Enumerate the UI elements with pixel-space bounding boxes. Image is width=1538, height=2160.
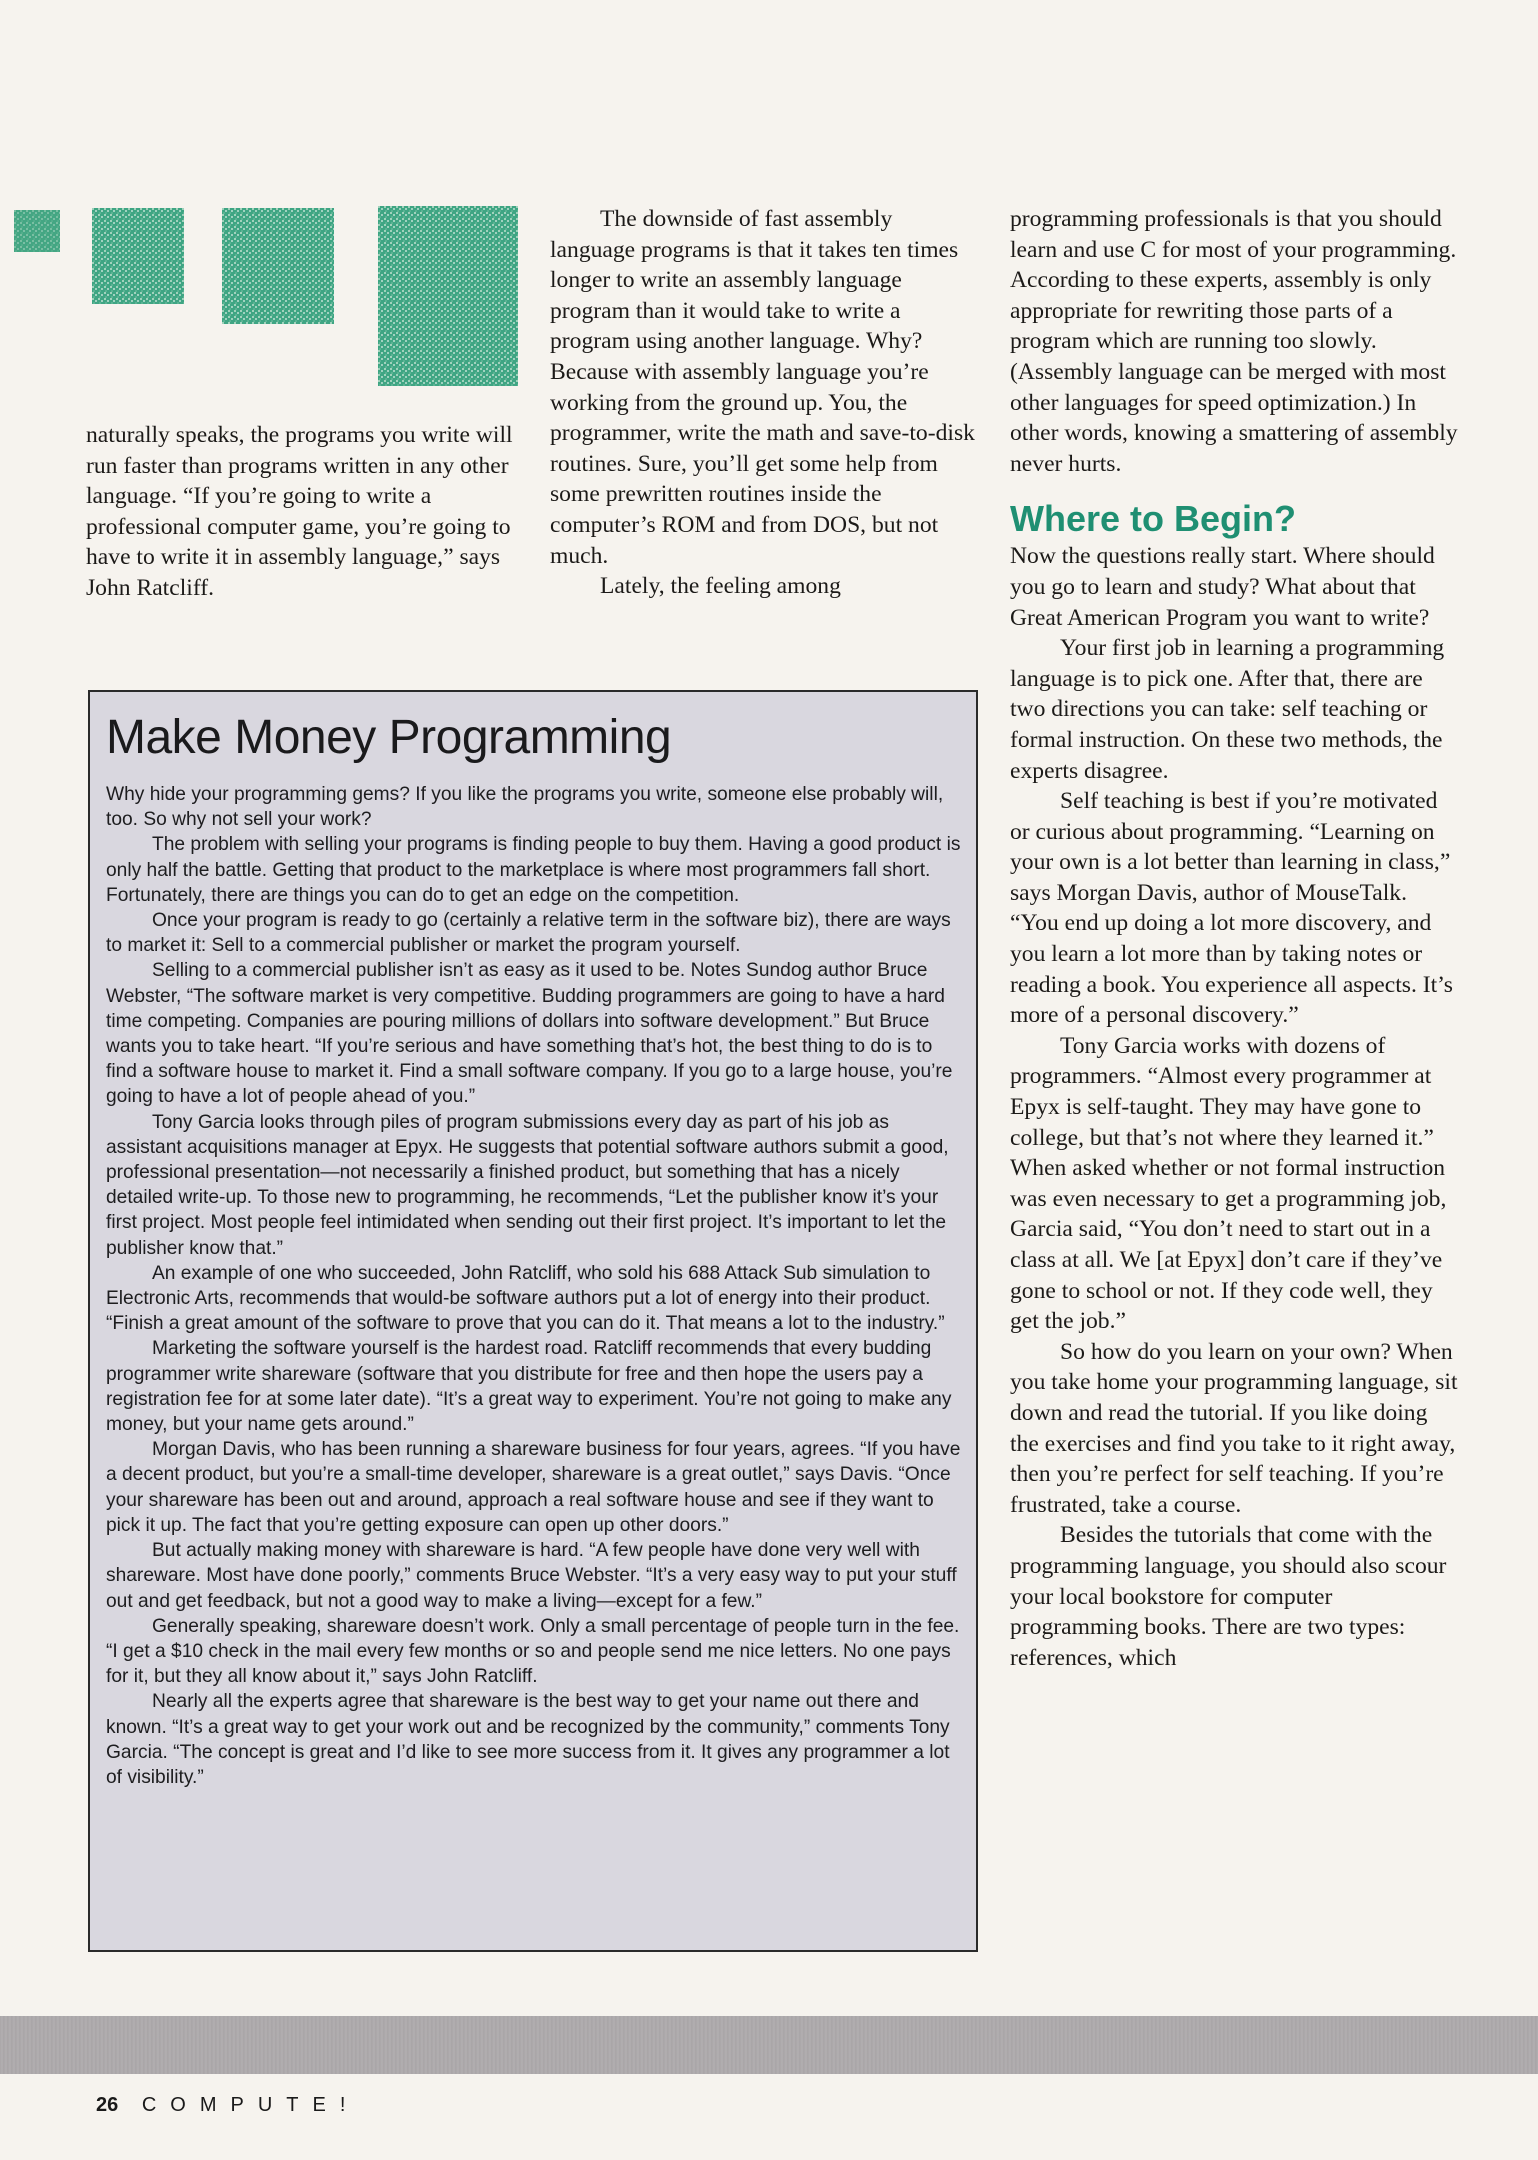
- column-1-paragraph: naturally speaks, the programs you write will run faster than programs written in any other language. “If you’re going to write a professional computer game, you’re going to have to write it in assembly language,” says John Ratcliff.: [86, 422, 513, 601]
- sidebar-paragraph: Why hide your programming gems? If you like the programs you write, someone else probably will, too. So why not sell your work?: [106, 784, 944, 831]
- sidebar-paragraph: Tony Garcia looks through piles of program submissions every day as part of his job as assistant acquisitions manager at Epyx. He suggests that potential software authors submit a good, professional presentation—not necessarily a finished product, but something that has a nicely detailed write-up. To those new to programming, he recommends, “Let the publisher know it’s your first project. Most people feel intimidated when sending out their first project. It’s important to let the publisher know that.”: [106, 1111, 949, 1259]
- sidebar-paragraph: But actually making money with shareware is hard. “A few people have done very well with shareware. Most have done poorly,” comments Bruce Webster. “It’s a very easy way to put your stuff out and get feedback, but not a good way to make a living—except for a few.”: [106, 1540, 957, 1612]
- column-3-paragraph: Tony Garcia works with dozens of programmers. “Almost every programmer at Epyx is self-taught. They may have gone to college, but that’s not where they learned it.” When asked whether or not formal instruction was even necessary to get a programming job, Garcia said, “You don’t need to start out in a class at all. We [at Epyx] don’t care if they’ve gone to school or not. If they code well, they get the job.”: [1010, 1032, 1447, 1335]
- sidebar-paragraph: An example of one who succeeded, John Ratcliff, who sold his 688 Attack Sub simulation to Electronic Arts, recommends that would-be software authors put a lot of energy into their product. “Finish a great amount of the software to prove that you can do it. That means a lot to the industry.”: [106, 1262, 945, 1335]
- column-3-paragraph: Now the questions really start. Where should you go to learn and study? What about that Great American Program you want to write?: [1010, 543, 1435, 631]
- sidebar-paragraph: Once your program is ready to go (certainly a relative term in the software biz), there are ways to market it: Sell to a commercial publisher or market the program yourself.: [106, 910, 951, 957]
- column-3: [1010, 204, 1460, 1673]
- column-3-intro: programming professionals is that you should learn and use C for most of your programming. According to these experts, assembly is only appropriate for rewriting those parts of a program which are running too slowly. (Assembly language can be merged with most other languages for speed optimization.) In other words, knowing a smattering of assembly never hurts.: [1010, 206, 1458, 477]
- sidebar-paragraph: Nearly all the experts agree that shareware is the best way to get your name out there and known. “It’s a great way to get your work out and be recognized by the community,” comments Tony Garcia. “The concept is great and I’d like to see more success from it. It gives any programmer a lot of visibility.”: [106, 1691, 950, 1788]
- sidebar-paragraph: Selling to a commercial publisher isn’t as easy as it used to be. Notes Sundog author Bruce Webster, “The software market is very competitive. Budding programmers are going to have a hard time competing. Companies are pouring millions of dollars into software development.” But Bruce wants you to take heart. “If you’re serious and have something that’s hot, the best thing to do is to find a software house to market it. Find a small software company. If you go to a large house, you’re going to have a lot of people ahead of you.”: [106, 960, 953, 1108]
- decorative-square-1: [14, 210, 60, 252]
- sidebar-paragraph: The problem with selling your programs is finding people to buy them. Having a good product is only half the battle. Getting that product to the marketplace is where most programmers fall short. Fortunately, there are things you can do to get an edge on the competition.: [106, 834, 961, 906]
- column-2: [550, 204, 978, 602]
- column-2-paragraph: The downside of fast assembly language programs is that it takes ten times longer to write an assembly language program than it would take to write a program using another language. Why? Because with assembly language you’re working from the ground up. You, the programmer, write the math and save-to-disk routines. Sure, you’ll get some help from some prewritten routines inside the computer’s ROM and from DOS, but not much.: [550, 206, 975, 569]
- page-footer: [96, 2094, 359, 2117]
- sidebar-box: [88, 690, 978, 1952]
- page-number: 26: [96, 2094, 119, 2116]
- column-3-paragraph: Besides the tutorials that come with the programming language, you should also scour your local bookstore for computer programming books. There are two types: references, which: [1010, 1522, 1447, 1671]
- sidebar-paragraph: Morgan Davis, who has been running a shareware business for four years, agrees. “If you have a decent product, but you’re a small-time developer, shareware is a great outlet,” says Davis. “Once your shareware has been out and around, approach a real software house and see if they want to pick it up. The fact that you’re getting exposure can open up other doors.”: [106, 1439, 961, 1536]
- column-3-paragraph: Your first job in learning a programming language is to pick one. After that, there are two directions you can take: self teaching or formal instruction. On these two methods, the experts disagree.: [1010, 635, 1445, 784]
- decorative-square-3: [222, 208, 334, 324]
- sidebar-paragraph: Generally speaking, shareware doesn’t work. Only a small percentage of people turn in the fee. “I get a $10 check in the mail every few months or so and people send me nice letters. No one pays for it, but they all know about it,” says John Ratcliff.: [106, 1615, 960, 1688]
- column-2-paragraph: Lately, the feeling among: [600, 573, 841, 600]
- decorative-square-4: [378, 206, 518, 386]
- section-heading: Where to Begin?: [1010, 498, 1296, 540]
- sidebar-paragraph: Marketing the software yourself is the hardest road. Ratcliff recommends that every budding programmer write shareware (software that you distribute for free and then hope the users pay a registration fee for at some later date). “It’s a great way to experiment. You’re not going to make any money, but your name gets around.”: [106, 1338, 952, 1436]
- magazine-name: COMPUTE!: [141, 2094, 360, 2116]
- column-3-paragraph: Self teaching is best if you’re motivated or curious about programming. “Learning on your own is a lot better than learning in class,” says Morgan Davis, author of MouseTalk. “You end up doing a lot more discovery, and you learn a lot more than by taking notes or reading a book. You experience all aspects. It’s more of a personal discovery.”: [1010, 788, 1453, 1029]
- footer-band: [0, 2016, 1538, 2074]
- column-1: [86, 420, 516, 604]
- decorative-square-2: [92, 208, 184, 304]
- sidebar-title: Make Money Programming: [106, 711, 672, 764]
- column-3-paragraph: So how do you learn on your own? When you take home your programming language, sit down and read the tutorial. If you like doing the exercises and find you take to it right away, then you’re perfect for self teaching. If you’re frustrated, take a course.: [1010, 1338, 1458, 1518]
